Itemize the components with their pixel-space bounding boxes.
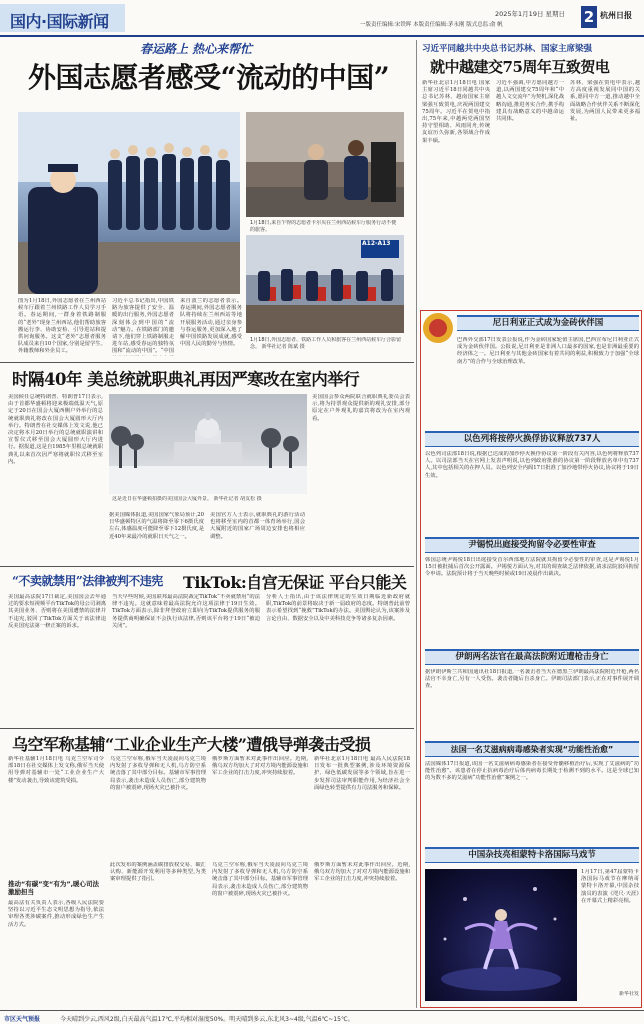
tiktok-body-2: 当天早些时候,美国联邦最高法院裁定TikTok“不卖就禁用”的法律不违宪。这就意味着最高法院允许这项法律于19日生效。TikTok方面表示,除非拜登政府立即向为TikTok提供服务的服务提供商明确保证不会执行该法律,否则该平台将于19日“被迫关闭”。 [112,594,260,629]
group-photo [246,235,404,333]
lead-caption-2: 1月18日,外国志愿者、铁路工作人员和旅客在兰州西站候车厅合影留念。 新华社记者 陈斌 摄 [250,337,402,350]
lead-kicker: 春运路上 热心来帮忙 [140,42,253,56]
lead-body-mid: 习近平总书记指出,中国铁路为旅客提供了安全、温暖的出行服务,外国志愿者深刻体会到中国的“流动”魅力。在铁路部门的邀请下,他们穿上铁路制服走进车站,感受春运的独特氛围和“流动的中国”。“中国 [112,298,174,355]
kyiv-body-1: 新华社基辅1月18日电 乌克兰空军司令部18日在社交媒体上发文称,俄军当天使用导弹对基辅市一处“工业企业生产大楼”发动袭击,导致该建筑受损。 [8,756,104,784]
tiktok-story [0,568,414,728]
circus-body: 1月17日,第47届蒙特卡洛国际马戏节在摩纳哥蒙特卡洛开幕,中国杂技演员的表演《咫尺·天涯》在开幕式上精彩亮相。 [581,869,639,904]
xi-story [420,40,642,308]
lead-caption-1: 1月18日,来自乍得的志愿者卡尔贝在兰州西站候车厅服务行动不便的旅客。 [250,220,397,233]
xi-kicker: 习近平同越共中央总书记苏林、国家主席梁强 [422,44,593,54]
kyiv-story [0,730,414,1008]
station-sign: A12-A13 [362,240,391,247]
circus-title: 中国杂技亮相蒙特卡洛国际马戏节 [425,847,639,863]
france-body: 法国媒体17日报道,该国一名艾滋病病毒感染者在接受骨髓移植治疗后,实现了艾滋病的“功能性治愈”。该患者在停止抗病毒治疗后体内病毒长期处于检测不到的水平。这是全球已知的为数不多的艾滋病“功能性治愈”案例之一。 [425,761,639,782]
lead-story [0,40,414,395]
carbon-body-1: 最高法有关负责人表示,各级人民法院要坚持以习近平生态文明思想为指导,依法审理各类涉碳案件,推动形成绿色生产生活方式。 [8,900,104,928]
ceasefire-title: 以色列将按停火换俘协议释放737人 [425,431,639,447]
iran-body: 据伊朗伊斯兰共和国通讯社18日报道,一名袭击者当天在德黑兰伊朗最高法院附近开枪,两名法官不幸身亡,另有一人受伤。袭击者随后自杀身亡。伊朗司法部门表示,正在对事件展开调查。 [425,669,639,690]
yoon-title: 尹锡悦出庭接受拘留令必要性审查 [425,537,639,553]
us-body-1: 美国候任总统特朗普、特朗普17日表示,由于首都华盛顿将迎来极端低温天气,原定于20日在国会大厦西侧户外举行的总统就职典礼将改在国会大厦圆形大厅内举行。特朗普在社交媒体上发文说,他已决定将本月20日举行的总统就职演讲和宣誓仪式移至国会大厦圆形大厅内进行。据报道,这是自1985年里根总统就职典礼以来首次因严寒将就职仪式移至室内。 [8,394,103,465]
volunteers-photo [18,112,240,294]
iran-title: 伊朗两名法官在最高法院附近遭枪击身亡 [425,649,639,665]
kyiv-title: 乌空军称基辅“工业企业生产大楼”遭俄导弹袭击受损 [12,735,371,754]
section-title: 国内·国际新闻 [10,12,109,31]
tiktok-title: TikTok:自宫无保证 平台只能关 [183,573,407,592]
lead-title: 外国志愿者感受“流动的中国” [28,61,390,94]
masthead-date: 2025年1月19日 星期日 [495,10,566,18]
page-number: 2 [581,6,597,28]
carbon-body-3: 乌克兰空军称,俄军当天凌晨向乌克兰境内发射了多枚导弹和无人机,乌方防空系统击落了其中部分目标。基辅市军事管理局表示,袭击未造成人员伤亡,部分建筑物的窗户被震碎,现场火灾已被扑灭。 [212,862,308,897]
kyiv-body-4: 新华社北京1月18日电 最高人民法院18日发布一批典型案例,涉及环境资源保护、绿色低碳发展等多个领域,旨在进一步发挥司法审判职能作用,为经济社会全面绿色转型提供有力司法服务和保障。 [314,756,410,791]
tiktok-body-1: 美国最高法院17日裁定,美国国会去年通过的要求短视频平台TikTok的母公司剥离其美国业务、否则将在美国遭禁的法律并不违宪,驳回了TikTok方面关于该法律违反美国宪法第一修正案的诉求。 [8,594,106,629]
us-title: 时隔40年 美总统就职典礼再因严寒改在室内举行 [12,370,360,389]
xi-body-2: 习近平强调,中方愿同越方一道,以两国建交75周年和“中越人文交流年”为契机,深化战略沟通,推进务实合作,携手构建具有战略意义的中越命运共同体。 [496,80,564,123]
kyiv-body-3: 俄罗斯方面暂未对此事作出回应。近期,俄乌双方均加大了对对方境内能源设施和军工企业的打击力度,冲突持续胶着。 [212,756,308,777]
us-inauguration-story [0,364,414,566]
newspaper-logo: 杭州日报 [600,10,632,20]
tiktok-body-3: 分析人士指出,由于该法律规定的生效日期临近新政府就职,TikTok的前景将取决于新一届政府的态度。特朗普此前曾表示希望找到“挽救”TikTok的办法。美国舆论认为,该案涉及言论自由、数据安全以及中美科技竞争等诸多复杂因素。 [266,594,410,622]
xi-body-1: 新华社北京1月18日电 国家主席习近平18日同越共中央总书记苏林、越南国家主席梁强互致贺电,庆祝两国建交75周年。习近平在贺电中指出,75年来,中越两党两国坚持守望相助、风雨同舟,传统友谊历久弥新,各领域合作成果丰硕。 [422,80,490,144]
nigeria-body: 巴西外交部17日发表公报说,作为金砖国家轮值主席国,巴西宣布尼日利亚正式成为金砖伙伴国。公报说,尼日利亚是非洲人口最多的国家,也是非洲最重要的经济体之一。尼日利亚与其他金砖国家有着共同的利益,积极致力于加强“全球南方”的合作与全球治理改革。 [457,337,639,365]
masthead-editors: 一版责任编辑:宋铁晖 本版责任编辑:茅永刚 版式总监:俞 帆 [360,22,503,28]
weather-label: 市区天气预报 [4,1016,41,1023]
yoon-body: 韩国总统尹锡悦18日出庭接受首尔西部地方法院就其拘留令必要性的审查,这是尹锡悦1月15日被批捕后首次公开露面。尹锡悦方面认为,对其的调查缺乏法律依据,请求法院驳回拘留令申请。法院预计将于当天晚些时候或19日凌晨作出裁决。 [425,557,639,578]
capitol-photo [109,394,307,494]
us-caption: 这是近日在华盛顿拍摄的美国国会大厦外景。 新华社记者 胡友松 摄 [112,496,262,502]
ceasefire-body: 以色列司法部18日说,根据已达成的加沙停火换俘协议第一阶段有关内容,以色列将释放737人。以司法部当天在官网上发表声明说,以色列政府批准的协议第一阶段释放名单中有737人,其中包括相关的在押人员。以色列安全内阁17日批准了加沙地带停火协议,协议将于19日生效。 [425,451,639,479]
weather-bar [0,1010,644,1024]
tiktok-kicker: “不卖就禁用”法律被判不违宪 [12,574,163,588]
xi-title: 就中越建交75周年互致贺电 [430,58,610,76]
us-body-4: 美国国会参众两院联合就职典礼委员会表示,将为持票观众提供新的观礼安排,部分原定在户外观礼的嘉宾将改为在室内观看。 [312,394,410,422]
lead-body-left: 图为1月18日,外国志愿者在兰州西站候车厅跟着兰州铁路工作人员学习手语。春运期间,一群身着铁路制服的“老外”现身兰州西站,他们帮助旅客搬运行李、协助安检、引导进站和提供问询服务。这支“老外”志愿者服务队成员来自10个国家,分别是留学生、外籍教师和外企员工。 [18,298,106,355]
weather-text: 今天晴到少云,西风2级,白天最高气温17℃,平均相对湿度50%。明天晴到多云,东北风3~4级,气温6℃~15℃。 [60,1016,354,1023]
carbon-body-4: 俄罗斯方面暂未对此事作出回应。近期,俄乌双方均加大了对对方境内能源设施和军工企业的打击力度,冲突持续胶着。 [314,862,410,883]
lead-body-right: 来自波兰的志愿者表示。春运期间,外国志愿者服务队将持续在兰州西站等地开展服务活动,通过亲身参与春运服务,更加深入地了解中国铁路发展成就,感受中国人民的勤劳与热情。 [180,298,242,348]
masthead [0,0,644,38]
us-body-2: 据美国媒体报道,美国国家气象局预计,20日华盛顿特区的气温将降至零下6摄氏度左右,体感温度可能降至零下12摄氏度,是近40年来最冷的就职日天气之一。 [109,512,204,540]
carbon-body-2: 此次发布的案例涵盖碳排放权交易、碳汇认购、新能源开发利用等多种类型,为类案审理提供了指引。 [110,862,206,883]
nigeria-title: 尼日利亚正式成为金砖伙伴国 [457,315,639,331]
circus-credit: 新华社发 [618,991,639,997]
chad-volunteer-photo [246,112,404,217]
briefs-badge-inner [429,319,447,337]
circus-photo [425,869,577,1001]
xi-body-3: 苏林、梁强在贺电中表示,越方高度重视发展同中国的关系,愿同中方一道,推动越中全面战略合作伙伴关系不断深化发展,为两国人民带来更多福祉。 [570,80,640,123]
carbon-subhead: 推动“有碳”变“有为”,暖心司法激励担当 [8,880,100,896]
kyiv-body-2: 乌克兰空军称,俄军当天凌晨向乌克兰境内发射了多枚导弹和无人机,乌方防空系统击落了其中部分目标。基辅市军事管理局表示,袭击未造成人员伤亡,部分建筑物的窗户被震碎,现场火灾已被扑灭。 [110,756,206,791]
world-briefs-box [420,310,642,1008]
us-body-3: 美国官方人士表示,就职典礼的游行活动也将移至室内的首都一体育场举行,国会大厦附近的国家广场周边安排也将相应调整。 [210,512,305,540]
france-title: 法国一名艾滋病病毒感染者实现“功能性治愈” [425,741,639,757]
